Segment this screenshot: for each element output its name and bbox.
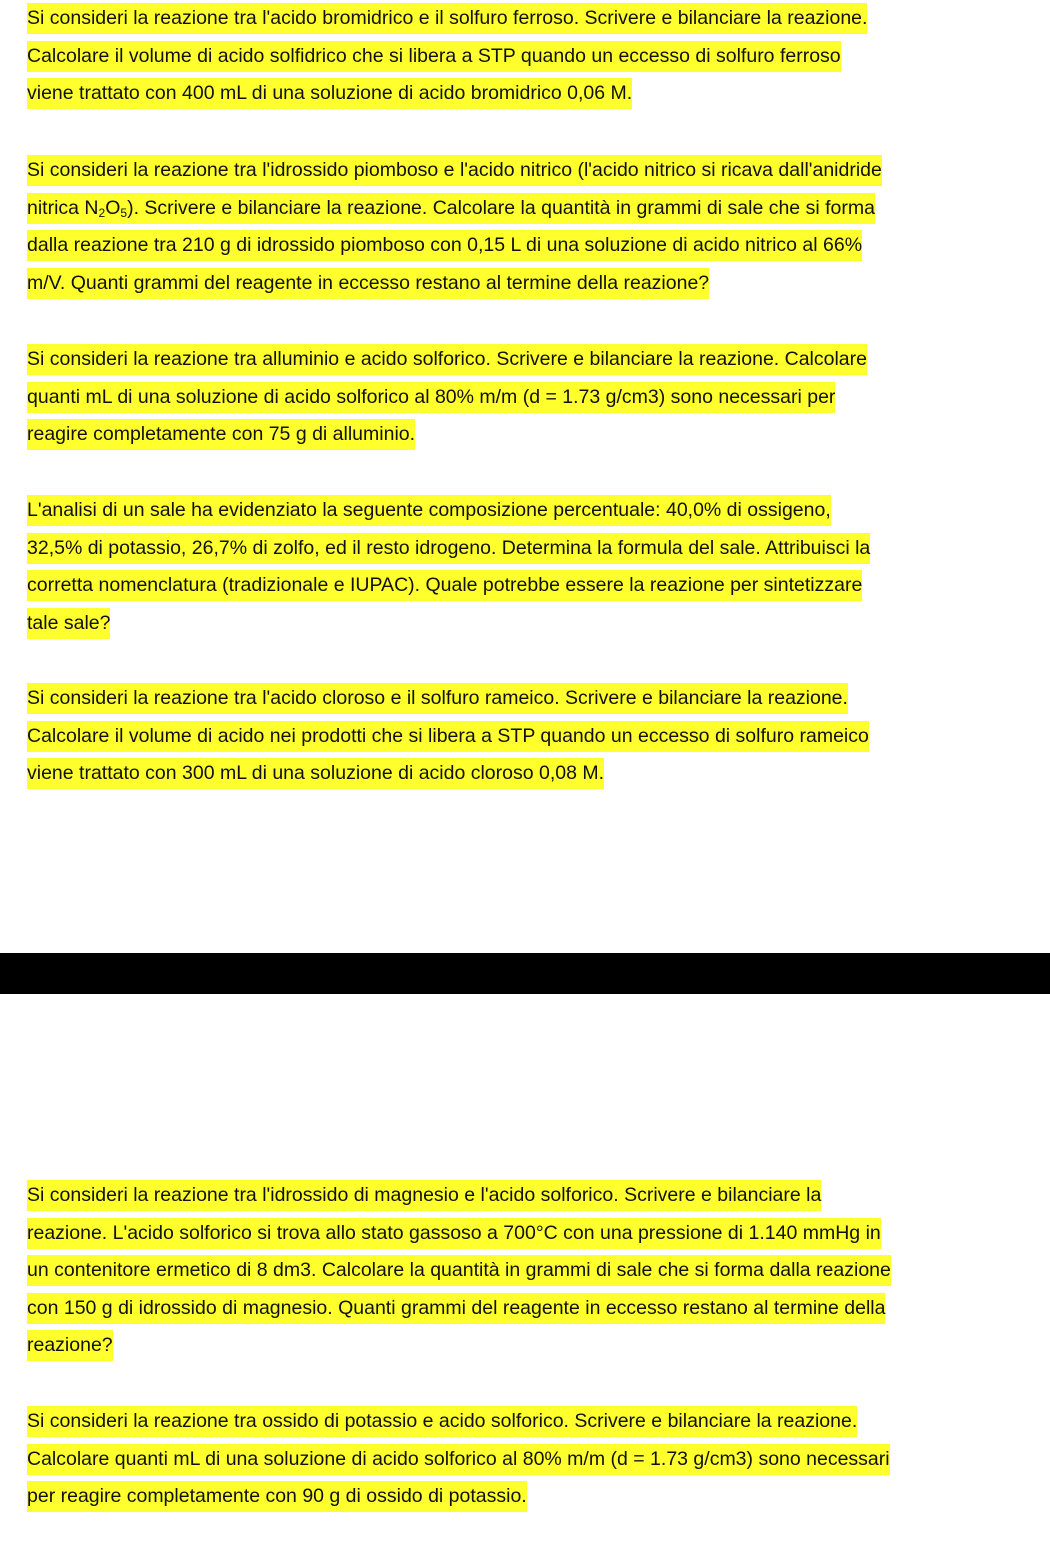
highlighted-text: un contenitore ermetico di 8 dm3. Calcolare la quantità in grammi di sale che si forma dalla reazione [27,1255,891,1286]
highlighted-text: 32,5% di potassio, 26,7% di zolfo, ed il resto idrogeno. Determina la formula del sale. Attribuisci la [27,533,870,564]
highlighted-text: con 150 g di idrossido di magnesio. Quanti grammi del reagente in eccesso restano al termine della [27,1293,885,1324]
text-line [27,38,1027,76]
text-line [27,341,1027,379]
text-line [27,1177,1027,1215]
text-line [27,1327,1027,1365]
highlighted-text: viene trattato con 300 mL di una soluzione di acido cloroso 0,08 M. [27,758,604,789]
highlighted-text [27,193,875,224]
highlighted-text: Si consideri la reazione tra l'idrossido di magnesio e l'acido solforico. Scrivere e bilanciare la [27,1180,821,1211]
text-line [27,416,1027,454]
exercise-4 [27,492,1027,642]
exercise-7 [27,1403,1027,1516]
formula-oxygen: O [105,196,121,219]
highlighted-text: Calcolare quanti mL di una soluzione di acido solforico al 80% m/m (d = 1.73 g/cm3) sono necessari [27,1444,890,1475]
highlighted-text: reagire completamente con 75 g di alluminio. [27,419,415,450]
highlighted-text: Si consideri la reazione tra alluminio e acido solforico. Scrivere e bilanciare la reazione. Calcolare [27,344,867,375]
highlighted-text: per reagire completamente con 90 g di ossido di potassio. [27,1481,527,1512]
text-line [27,75,1027,113]
text-line [27,265,1027,303]
highlighted-text: tale sale? [27,608,110,639]
highlighted-text: viene trattato con 400 mL di una soluzione di acido bromidrico 0,06 M. [27,78,632,109]
text-line [27,718,1027,756]
highlighted-text: m/V. Quanti grammi del reagente in eccesso restano al termine della reazione? [27,268,709,299]
text-line [27,1478,1027,1516]
text-line [27,227,1027,265]
highlighted-text: reazione. L'acido solforico si trova allo stato gassoso a 700°C con una pressione di 1.140 mmHg in [27,1218,881,1249]
highlighted-text: reazione? [27,1330,113,1361]
text-line [27,379,1027,417]
text-line [27,0,1027,38]
text-line [27,190,1027,228]
page-separator-band [0,953,1050,994]
highlighted-text: dalla reazione tra 210 g di idrossido piomboso con 0,15 L di una soluzione di acido nitrico al 66% [27,230,862,261]
highlighted-text: Si consideri la reazione tra l'acido cloroso e il solfuro rameico. Scrivere e bilanciare la reazione. [27,683,848,714]
exercise-6 [27,1177,1027,1365]
highlighted-text: Si consideri la reazione tra ossido di potassio e acido solforico. Scrivere e bilanciare la reazione. [27,1406,857,1437]
exercise-2 [27,152,1027,302]
text-line [27,1290,1027,1328]
text-line [27,530,1027,568]
formula-prefix: nitrica N [27,196,99,219]
text-line [27,605,1027,643]
highlighted-text: L'analisi di un sale ha evidenziato la seguente composizione percentuale: 40,0% di ossigeno, [27,495,831,526]
text-line [27,1403,1027,1441]
text-line [27,1252,1027,1290]
formula-suffix: ). Scrivere e bilanciare la reazione. Calcolare la quantità in grammi di sale che si forma [127,196,875,219]
subscript-2: 2 [98,205,106,220]
text-line [27,492,1027,530]
highlighted-text: Calcolare il volume di acido solfidrico che si libera a STP quando un eccesso di solfuro ferroso [27,41,841,72]
exercise-3 [27,341,1027,454]
subscript-5: 5 [120,205,128,220]
text-line [27,680,1027,718]
highlighted-text: Calcolare il volume di acido nei prodotti che si libera a STP quando un eccesso di solfuro rameico [27,721,869,752]
highlighted-text: corretta nomenclatura (tradizionale e IUPAC). Quale potrebbe essere la reazione per sintetizzare [27,570,862,601]
exercise-5 [27,680,1027,793]
text-line [27,152,1027,190]
text-line [27,567,1027,605]
highlighted-text: Si consideri la reazione tra l'idrossido piomboso e l'acido nitrico (l'acido nitrico si ricava dall'anidride [27,155,882,186]
exercise-1 [27,0,1027,113]
highlighted-text: Si consideri la reazione tra l'acido bromidrico e il solfuro ferroso. Scrivere e bilanciare la reazione. [27,3,867,34]
text-line [27,1215,1027,1253]
text-line [27,755,1027,793]
text-line [27,1441,1027,1479]
highlighted-text: quanti mL di una soluzione di acido solforico al 80% m/m (d = 1.73 g/cm3) sono necessari per [27,382,835,413]
